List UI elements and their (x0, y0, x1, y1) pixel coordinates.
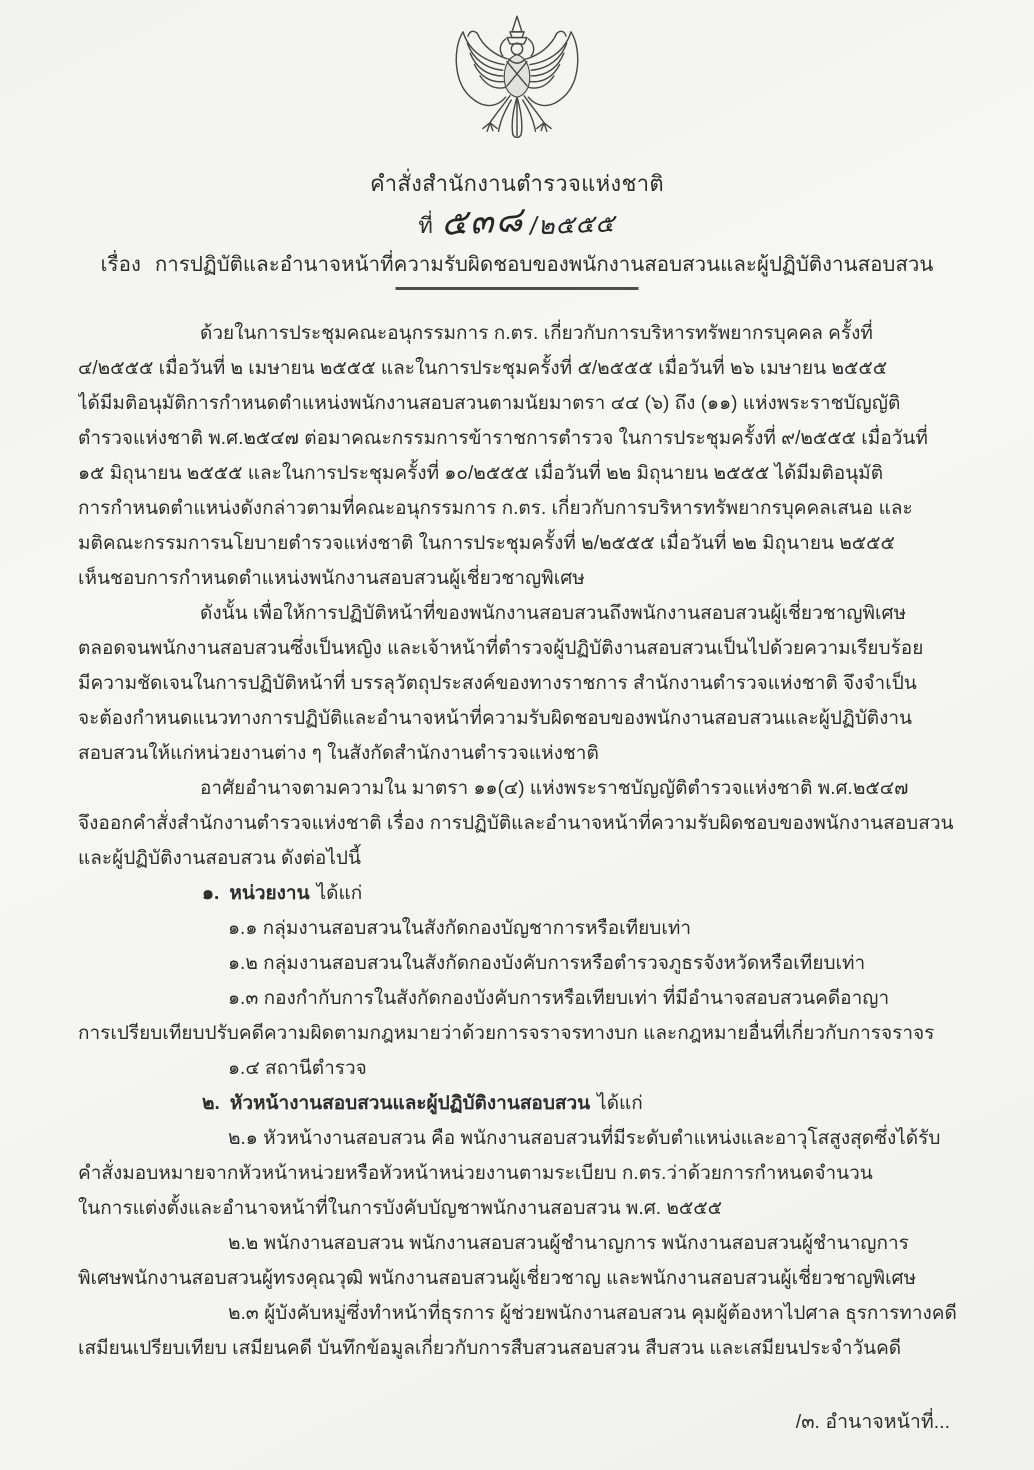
section2-item: ๒.๑ หัวหน้างานสอบสวน คือ พนักงานสอบสวนที่มีระดับตำแหน่งและอาวุโสสูงสุดซึ่งได้รับ (228, 1128, 941, 1149)
paragraph1-line: ได้มีมติอนุมัติการกำหนดตำแหน่งพนักงานสอบสวนตามนัยมาตรา ๔๔ (๖) ถึง (๑๑) แห่งพระราชบัญญัติ (78, 393, 901, 414)
section1-suffix: ได้แก่ (316, 883, 363, 904)
paragraph1-line: เห็นชอบการกำหนดตำแหน่งพนักงานสอบสวนผู้เชี่ยวชาญพิเศษ (78, 568, 585, 589)
section2-item-continuation: เสมียนเปรียบเทียบ เสมียนคดี บันทึกข้อมูลเกี่ยวกับการสืบสวนสอบสวน สืบสวน และเสมียนประจำวันคดี (78, 1338, 902, 1359)
paragraph2-line: ตลอดจนพนักงานสอบสวนซึ่งเป็นหญิง และเจ้าหน้าที่ตำรวจผู้ปฏิบัติงานสอบสวนเป็นไปด้วยความเรียบร้อย (78, 638, 924, 659)
subject-label: เรื่อง (100, 253, 141, 276)
section2-item: ๒.๒ พนักงานสอบสวน พนักงานสอบสวนผู้ชำนาญการ พนักงานสอบสวนผู้ชำนาญการ (228, 1233, 909, 1254)
section2-title: หัวหน้างานสอบสวนและผู้ปฏิบัติงานสอบสวน (229, 1093, 591, 1114)
order-number-line (0, 194, 1034, 249)
order-number-prefix: ที่ (418, 213, 433, 238)
paragraph2-line: มีความชัดเจนในการปฏิบัติหน้าที่ บรรลุวัตถุประสงค์ของทางราชการ สำนักงานตำรวจแห่งชาติ จึงจำเป็น (78, 673, 917, 694)
section2-item-continuation: ในการแต่งตั้งและอำนาจหน้าที่ในการบังคับบัญชาพนักงานสอบสวน พ.ศ. ๒๕๕๕ (78, 1198, 722, 1219)
section1-title: หน่วยงาน (229, 883, 310, 904)
page-continuation-reference: /๓. อำนาจหน้าที่... (795, 1411, 950, 1433)
section1-item: ๑.๑ กลุ่มงานสอบสวนในสังกัดกองบัญชาการหรือเทียบเท่า (228, 918, 692, 939)
section1-item: ๑.๔ สถานีตำรวจ (228, 1058, 367, 1079)
section2-number: ๒. (202, 1093, 220, 1114)
paragraph1-line: ด้วยในการประชุมคณะอนุกรรมการ ก.ตร. เกี่ยวกับการบริหารทรัพยากรบุคคล ครั้งที่ (200, 323, 873, 344)
paragraph2-line: จะต้องกำหนดแนวทางการปฏิบัติและอำนาจหน้าที่ความรับผิดชอบของพนักงานสอบสวนและผู้ปฏิบัติงาน (78, 708, 913, 729)
garuda-emblem-icon (437, 12, 597, 154)
document-body (78, 316, 964, 1366)
paragraph1-line: การกำหนดตำแหน่งดังกล่าวตามที่คณะอนุกรรมการ ก.ตร. เกี่ยวกับการบริหารทรัพยากรบุคคลเสนอ และ (78, 498, 913, 519)
section2-item: ๒.๓ ผู้บังคับหมู่ซึ่งทำหน้าที่ธุรการ ผู้ช่วยพนักงานสอบสวน คุมผู้ต้องหาไปศาล ธุรการทางคดี (228, 1303, 957, 1324)
section2-suffix: ได้แก่ (597, 1093, 643, 1114)
section1-item: ๑.๓ กองกำกับการในสังกัดกองบังคับการหรือเทียบเท่า ที่มีอำนาจสอบสวนคดีอาญา (228, 988, 890, 1009)
section1-item: ๑.๒ กลุ่มงานสอบสวนในสังกัดกองบังคับการหรือตำรวจภูธรจังหวัดหรือเทียบเท่า (228, 953, 866, 974)
order-number-handwritten: ๕๓๘ (439, 199, 526, 244)
section1-heading (78, 876, 964, 911)
paragraph2-line: ดังนั้น เพื่อให้การปฏิบัติหน้าที่ของพนักงานสอบสวนถึงพนักงานสอบสวนผู้เชี่ยวชาญพิเศษ (200, 603, 907, 624)
section2-item-continuation: พิเศษพนักงานสอบสวนผู้ทรงคุณวุฒิ พนักงานสอบสวนผู้เชี่ยวชาญ และพนักงานสอบสวนผู้เชี่ยวชาญพิเศษ (78, 1268, 917, 1289)
section1-item-continuation: การเปรียบเทียบปรับคดีความผิดตามกฎหมายว่าด้วยการจราจรทางบก และกฎหมายอื่นที่เกี่ยวกับการจราจร (78, 1023, 935, 1044)
subject-text: การปฏิบัติและอำนาจหน้าที่ความรับผิดชอบของพนักงานสอบสวนและผู้ปฏิบัติงานสอบสวน (154, 253, 934, 276)
paragraph1-line: ๑๕ มิถุนายน ๒๕๕๕ และในการประชุมครั้งที่ ๑๐/๒๕๕๕ เมื่อวันที่ ๒๒ มิถุนายน ๒๕๕๕ ได้มีมติอนุมัติ (78, 463, 884, 484)
section1-number: ๑. (202, 883, 220, 904)
section2-item-continuation: คำสั่งมอบหมายจากหัวหน้าหน่วยหรือหัวหน้าหน่วยงานตามระเบียบ ก.ตร.ว่าด้วยการกำหนดจำนวน (78, 1163, 873, 1184)
order-number-year: /๒๕๕๕ (529, 209, 617, 241)
paragraph3-line: และผู้ปฏิบัติงานสอบสวน ดังต่อไปนี้ (78, 848, 361, 869)
paragraph3-line: จึงออกคำสั่งสำนักงานตำรวจแห่งชาติ เรื่อง การปฏิบัติและอำนาจหน้าที่ความรับผิดชอบของพนักงานสอบสวน (78, 813, 954, 834)
paragraph1-line: ตำรวจแห่งชาติ พ.ศ.๒๕๔๗ ต่อมาคณะกรรมการข้าราชการตำรวจ ในการประชุมครั้งที่ ๙/๒๕๕๕ เมื่อวันที่ (78, 428, 928, 449)
paragraph1-line: มติคณะกรรมการนโยบายตำรวจแห่งชาติ ในการประชุมครั้งที่ ๒/๒๕๕๕ เมื่อวันที่ ๒๒ มิถุนายน ๒๕๕๕ (78, 533, 895, 554)
subject-line (0, 248, 1034, 281)
document-title: คำสั่งสำนักงานตำรวจแห่งชาติ (370, 171, 664, 196)
section2-heading (78, 1086, 964, 1121)
header-divider (396, 287, 639, 290)
paragraph3-line: อาศัยอำนาจตามความใน มาตรา ๑๑(๔) แห่งพระราชบัญญัติตำรวจแห่งชาติ พ.ศ.๒๕๔๗ (200, 778, 909, 799)
paragraph1-line: ๔/๒๕๕๕ เมื่อวันที่ ๒ เมษายน ๒๕๕๕ และในการประชุมครั้งที่ ๕/๒๕๕๕ เมื่อวันที่ ๒๖ เมษายน ๒๕๕๕ (78, 358, 888, 379)
paragraph2-line: สอบสวนให้แก่หน่วยงานต่าง ๆ ในสังกัดสำนักงานตำรวจแห่งชาติ (78, 743, 599, 764)
